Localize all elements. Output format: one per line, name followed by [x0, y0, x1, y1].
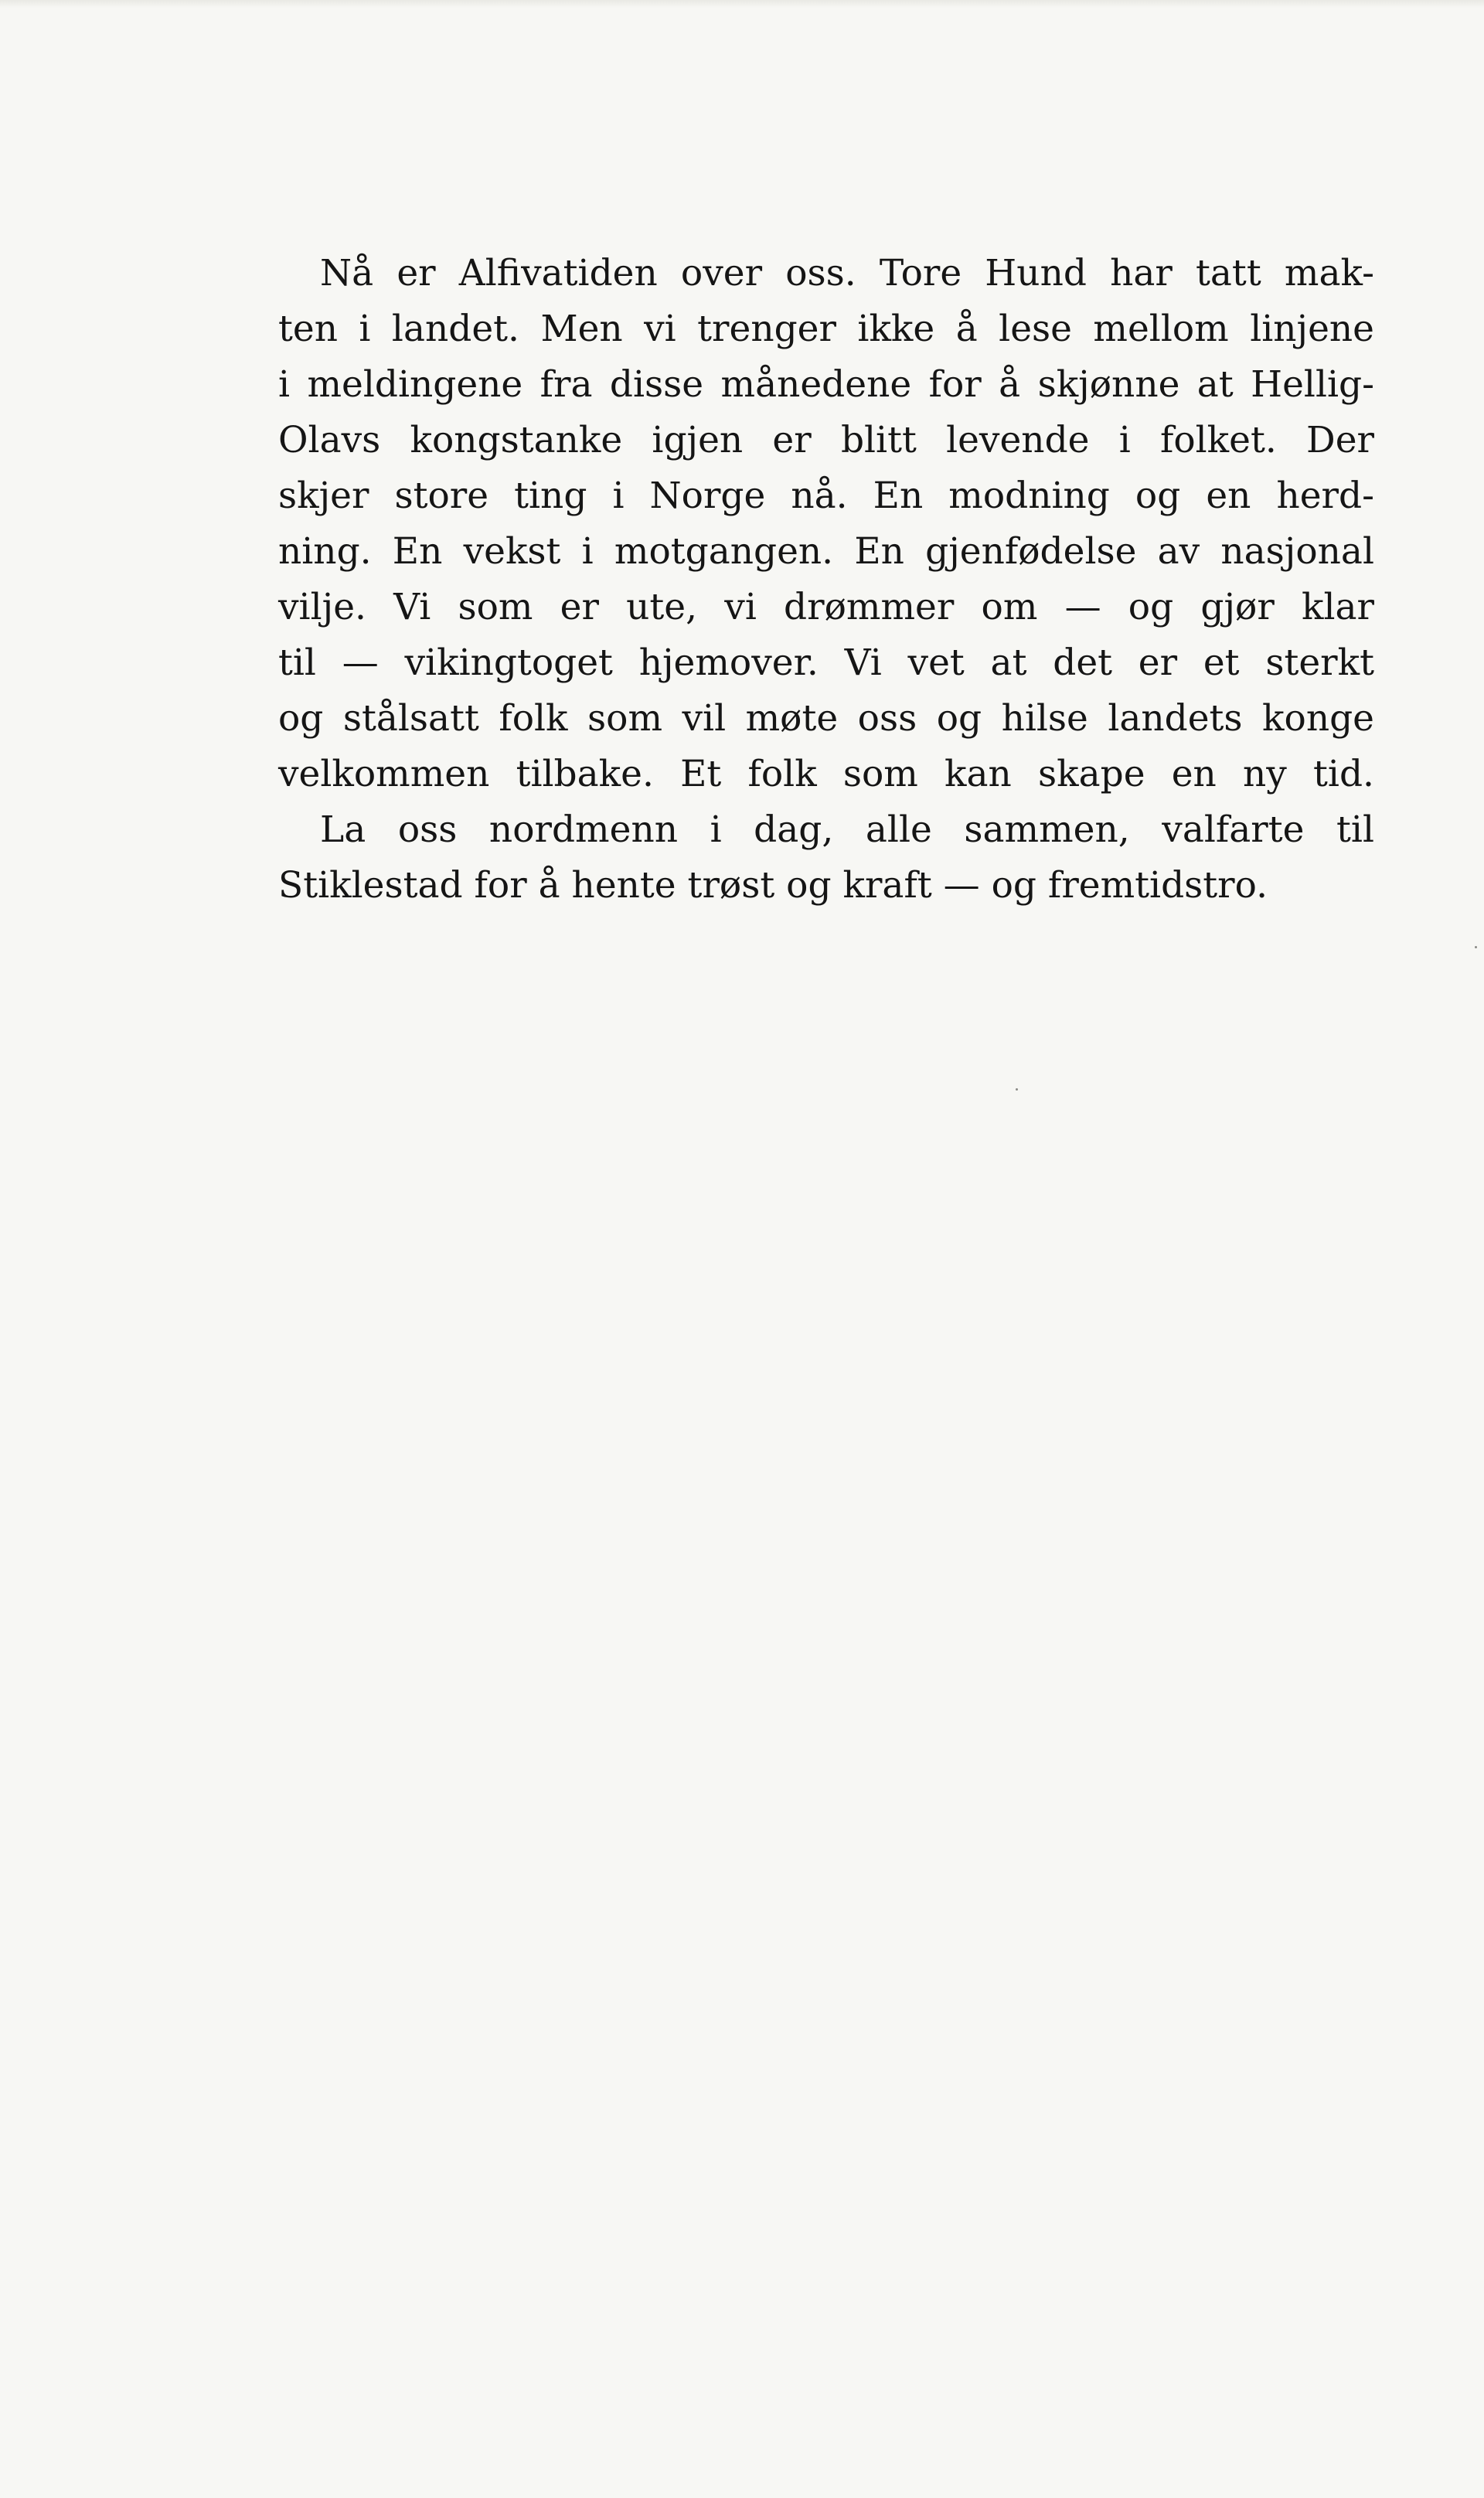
text-line: vilje. Vi som er ute, vi drømmer om — og gjør klar [278, 586, 1374, 628]
text-line: Olavs kongstanke igjen er blitt levende i folket. Der [278, 419, 1374, 461]
text-line: skjer store ting i Norge nå. En modning og en herd- [278, 475, 1374, 517]
text-line: til — vikingtoget hjemover. Vi vet at det er et sterkt [278, 642, 1374, 684]
body-text [278, 246, 1374, 914]
text-line: og stålsatt folk som vil møte oss og hilse landets konge [278, 697, 1374, 740]
paper-speck [1475, 946, 1477, 948]
text-line: i meldingene fra disse månedene for å skjønne at Hellig- [278, 363, 1374, 406]
text-line: La oss nordmenn i dag, alle sammen, valfarte til [320, 808, 1374, 851]
text-line: ning. En vekst i motgangen. En gjenfødelse av nasjonal [278, 530, 1374, 573]
text-line: Nå er Alfivatiden over oss. Tore Hund har tatt mak- [320, 252, 1374, 294]
text-line: ten i landet. Men vi trenger ikke å lese mellom linjene [278, 308, 1374, 350]
text-line: Stiklestad for å hente trøst og kraft — og fremtidstro. [278, 864, 1268, 907]
text-line: velkommen tilbake. Et folk som kan skape en ny tid. [278, 753, 1374, 795]
paper-speck [1016, 1088, 1018, 1091]
page-top-edge [0, 0, 1484, 8]
